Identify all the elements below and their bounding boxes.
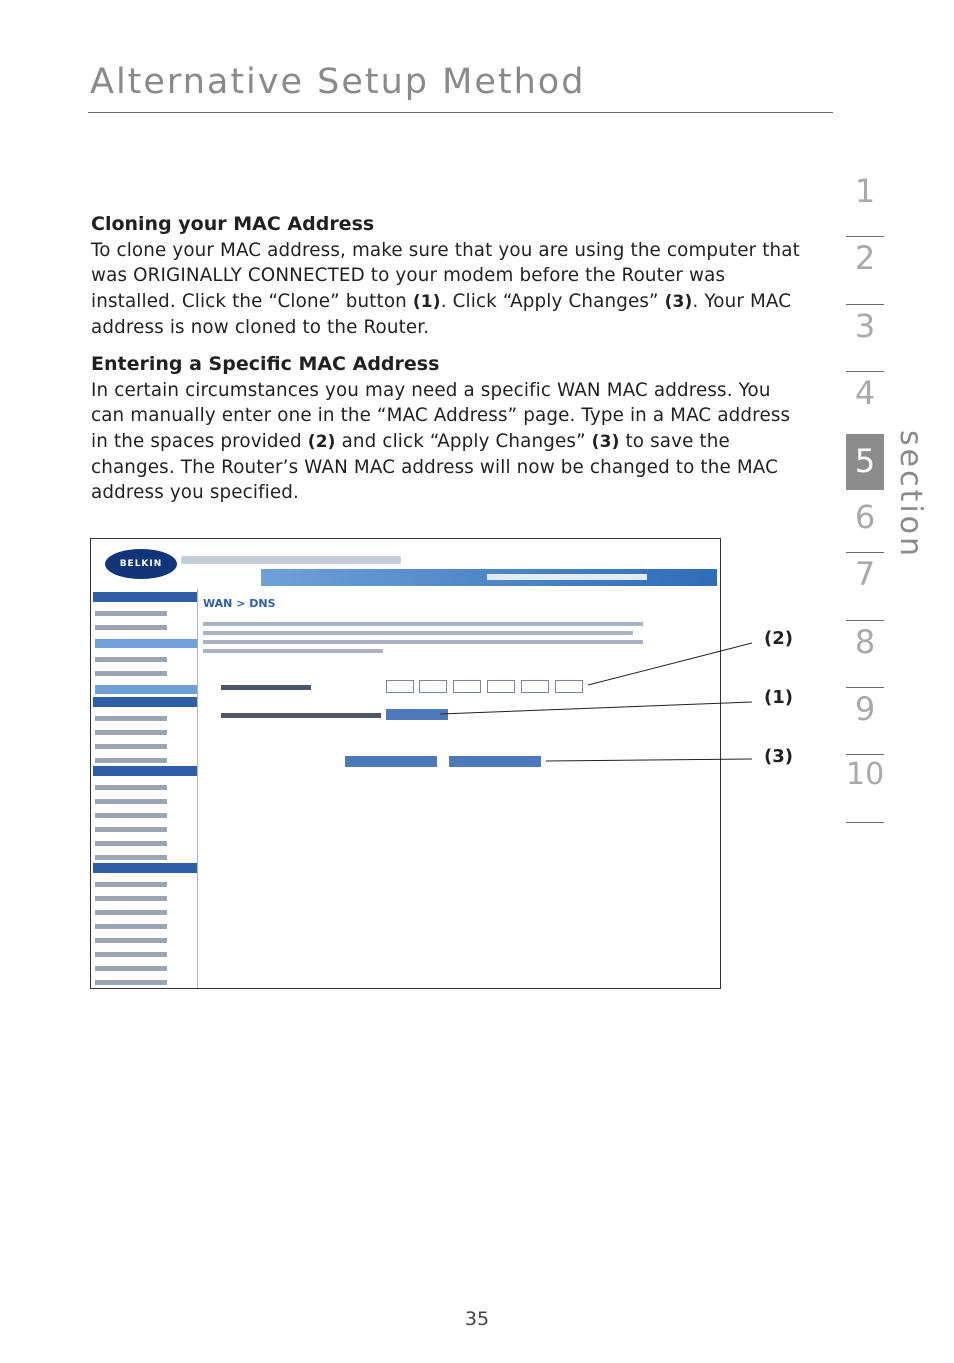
cloning-text-2: . Click “Apply Changes” <box>440 290 665 312</box>
section-tab-label: 9 <box>854 689 876 728</box>
callout-2: (2) <box>764 628 793 649</box>
specific-ref-3: (3) <box>591 431 620 452</box>
callout-line-3 <box>546 759 752 761</box>
cloning-ref-3: (3) <box>664 291 693 312</box>
cloning-ref-1: (1) <box>412 291 441 312</box>
cloning-heading: Cloning your MAC Address <box>91 213 375 235</box>
cloning-text-1: To clone your MAC address, make sure that you are using the computer that was ORIGINALLY CONNECTED to your modem before the Router was installed. Click the “Clone” button <box>91 240 800 312</box>
specific-heading: Entering a Specific MAC Address <box>91 353 440 376</box>
section-tab-label: 6 <box>854 498 876 537</box>
specific-text-2: and click “Apply Changes” <box>335 430 592 452</box>
section-tab-label: 7 <box>854 555 876 594</box>
section-tab-label: 4 <box>854 374 876 413</box>
page-number: 35 <box>464 1308 490 1330</box>
page-header-title: Alternative Setup Method <box>90 62 586 102</box>
section-label-text: section <box>893 430 928 560</box>
section-tab-label: 10 <box>846 757 885 793</box>
section-tab-label: 8 <box>854 622 876 661</box>
section-tab-label: 3 <box>854 306 876 345</box>
callout-1: (1) <box>764 687 793 708</box>
callout-line-2 <box>588 643 752 685</box>
callout-line-1 <box>440 702 752 714</box>
callout-3: (3) <box>764 746 793 767</box>
screenshot-page-heading: WAN > DNS <box>203 597 276 610</box>
section-tab-label: 1 <box>854 172 876 210</box>
cloning-text-3: . Your MAC address is now cloned to the Router. <box>91 290 792 338</box>
section-tab-label: 5 <box>854 442 876 481</box>
specific-text-1: In certain circumstances you may need a specific WAN MAC address. You can manually enter one in the “MAC Address” page. Type in a MAC address in the spaces provided <box>91 380 791 452</box>
section-tab-label: 2 <box>854 239 876 278</box>
belkin-logo-text: BELKIN <box>119 559 163 569</box>
specific-ref-2: (2) <box>307 431 336 452</box>
specific-text-3: to save the changes. The Router’s WAN MAC address will now be changed to the MAC address you specified. <box>91 430 778 504</box>
